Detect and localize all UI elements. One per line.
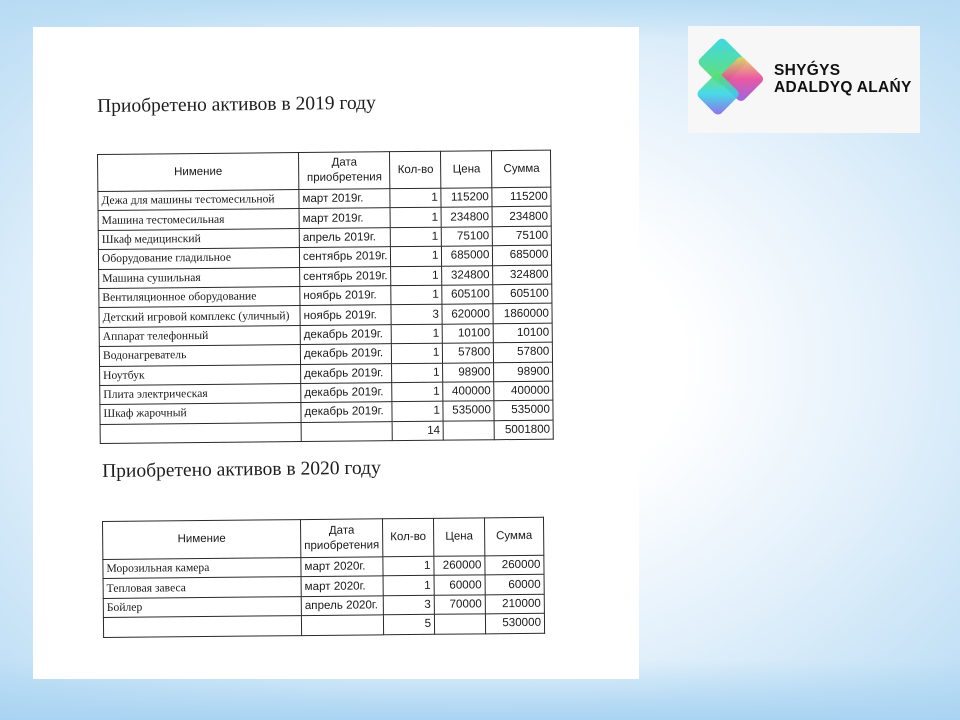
header-sum: Сумма xyxy=(492,150,551,188)
total-sum: 5001800 xyxy=(494,420,553,440)
table-body-2020 xyxy=(103,555,545,637)
cell-name xyxy=(100,422,301,443)
cell-sum: 234800 xyxy=(492,207,551,227)
header-price: Цена xyxy=(441,151,492,188)
cell-sum: 98900 xyxy=(494,362,553,382)
logo-mark-icon xyxy=(694,32,774,127)
cell-name: Плита электрическая xyxy=(100,383,301,404)
cell-qty: 1 xyxy=(390,208,441,228)
cell-qty: 1 xyxy=(383,556,434,576)
logo-text xyxy=(774,62,912,96)
cell-name: Шкаф медицинский xyxy=(98,228,299,249)
cell-date: март 2019г. xyxy=(299,189,391,209)
cell-name: Оборудование гладильное xyxy=(98,248,299,269)
header-qty: Кол-во xyxy=(390,151,441,188)
cell-name: Машина сушильная xyxy=(99,267,300,288)
cell-qty: 1 xyxy=(392,324,443,344)
cell-price: 234800 xyxy=(441,207,492,227)
cell-name: Дежа для машины тестомесильной xyxy=(98,190,299,211)
cell-date xyxy=(301,421,393,441)
cell-qty: 1 xyxy=(392,343,443,363)
table-total-row xyxy=(100,420,554,444)
cell-date: март 2020г. xyxy=(301,557,383,577)
cell-name: Морозильная камера xyxy=(103,558,301,579)
scanned-document xyxy=(33,27,639,679)
cell-date: сентябрь 2019г. xyxy=(299,247,391,267)
header-date xyxy=(298,152,390,190)
table-body-2019 xyxy=(98,187,554,443)
cell-date: декабрь 2019г. xyxy=(301,363,393,383)
cell-qty: 1 xyxy=(392,401,443,421)
header-date-text: Дата приобретения xyxy=(306,156,382,184)
cell-price xyxy=(434,614,485,634)
cell-date: декабрь 2019г. xyxy=(301,383,393,403)
cell-qty: 3 xyxy=(383,595,434,615)
cell-name: Детский игровой комплекс (уличный) xyxy=(99,306,300,327)
cell-price xyxy=(443,420,494,440)
header-name: Нимение xyxy=(98,153,299,192)
header-sum: Сумма xyxy=(484,517,543,556)
logo-line-2: ADALDYQ ALAŃY xyxy=(774,79,912,96)
cell-qty: 1 xyxy=(383,576,434,596)
cell-date: сентябрь 2019г. xyxy=(300,266,392,286)
cell-price: 685000 xyxy=(442,246,493,266)
cell-date: декабрь 2019г. xyxy=(301,402,393,422)
cell-sum: 210000 xyxy=(485,594,544,614)
cell-price: 60000 xyxy=(434,575,485,595)
assets-table-2019 xyxy=(97,150,554,444)
cell-date: декабрь 2019г. xyxy=(300,324,392,344)
cell-sum: 57800 xyxy=(494,342,553,362)
table-total-row xyxy=(103,613,544,637)
cell-qty: 1 xyxy=(391,285,442,305)
cell-price: 620000 xyxy=(442,304,493,324)
cell-price: 98900 xyxy=(443,362,494,382)
header-qty: Кол-во xyxy=(382,518,433,556)
cell-sum: 535000 xyxy=(494,400,553,420)
cell-name xyxy=(103,616,301,637)
cell-name: Машина тестомесильная xyxy=(98,209,299,230)
cell-price: 10100 xyxy=(443,323,494,343)
cell-price: 535000 xyxy=(443,401,494,421)
cell-name: Аппарат телефонный xyxy=(99,325,300,346)
cell-qty: 1 xyxy=(391,227,442,247)
cell-qty: 1 xyxy=(391,246,442,266)
cell-sum: 115200 xyxy=(492,187,551,207)
cell-sum: 324800 xyxy=(493,265,552,285)
header-price: Цена xyxy=(433,518,484,556)
table-header-row xyxy=(98,150,552,191)
header-date-text: Дата приобретения xyxy=(304,524,380,552)
cell-date: март 2020г. xyxy=(301,576,383,596)
logo xyxy=(688,26,920,133)
header-name: Нимение xyxy=(103,520,301,560)
logo-line-1: SHYǴYS xyxy=(774,62,841,79)
cell-sum: 1860000 xyxy=(493,303,552,323)
cell-price: 605100 xyxy=(442,285,493,305)
heading-2020: Приобретено активов в 2020 году xyxy=(102,457,381,482)
cell-name: Бойлер xyxy=(103,596,301,617)
cell-sum: 60000 xyxy=(485,575,544,595)
cell-price: 324800 xyxy=(442,265,493,285)
cell-price: 75100 xyxy=(442,226,493,246)
cell-date: апрель 2019г. xyxy=(299,227,391,247)
cell-sum: 260000 xyxy=(485,555,544,575)
total-sum: 530000 xyxy=(485,613,544,633)
cell-qty: 1 xyxy=(391,266,442,286)
cell-qty: 1 xyxy=(392,363,443,383)
assets-table-2020 xyxy=(102,517,545,638)
cell-qty: 1 xyxy=(390,188,441,208)
cell-name: Шкаф жарочный xyxy=(100,403,301,424)
total-qty: 5 xyxy=(383,614,434,634)
cell-date xyxy=(301,615,383,635)
cell-price: 260000 xyxy=(434,556,485,576)
cell-date: декабрь 2019г. xyxy=(300,344,392,364)
cell-sum: 75100 xyxy=(493,226,552,246)
cell-date: апрель 2020г. xyxy=(301,596,383,616)
cell-price: 70000 xyxy=(434,595,485,615)
cell-sum: 10100 xyxy=(494,323,553,343)
cell-name: Ноутбук xyxy=(100,364,301,385)
cell-name: Вентиляционное оборудование xyxy=(99,287,300,308)
cell-sum: 685000 xyxy=(493,245,552,265)
cell-date: ноябрь 2019г. xyxy=(300,305,392,325)
cell-name: Водонагреватель xyxy=(99,345,300,366)
cell-qty: 3 xyxy=(391,305,442,325)
cell-name: Тепловая завеса xyxy=(103,577,301,598)
total-qty: 14 xyxy=(393,421,444,441)
heading-2019: Приобретено активов в 2019 году xyxy=(97,92,376,117)
cell-price: 115200 xyxy=(441,188,492,208)
cell-date: ноябрь 2019г. xyxy=(300,286,392,306)
cell-price: 57800 xyxy=(443,343,494,363)
header-date xyxy=(300,519,382,558)
cell-sum: 400000 xyxy=(494,381,553,401)
cell-sum: 605100 xyxy=(493,284,552,304)
cell-qty: 1 xyxy=(392,382,443,402)
cell-date: март 2019г. xyxy=(299,208,391,228)
table-header-row xyxy=(103,517,544,559)
cell-price: 400000 xyxy=(443,382,494,402)
